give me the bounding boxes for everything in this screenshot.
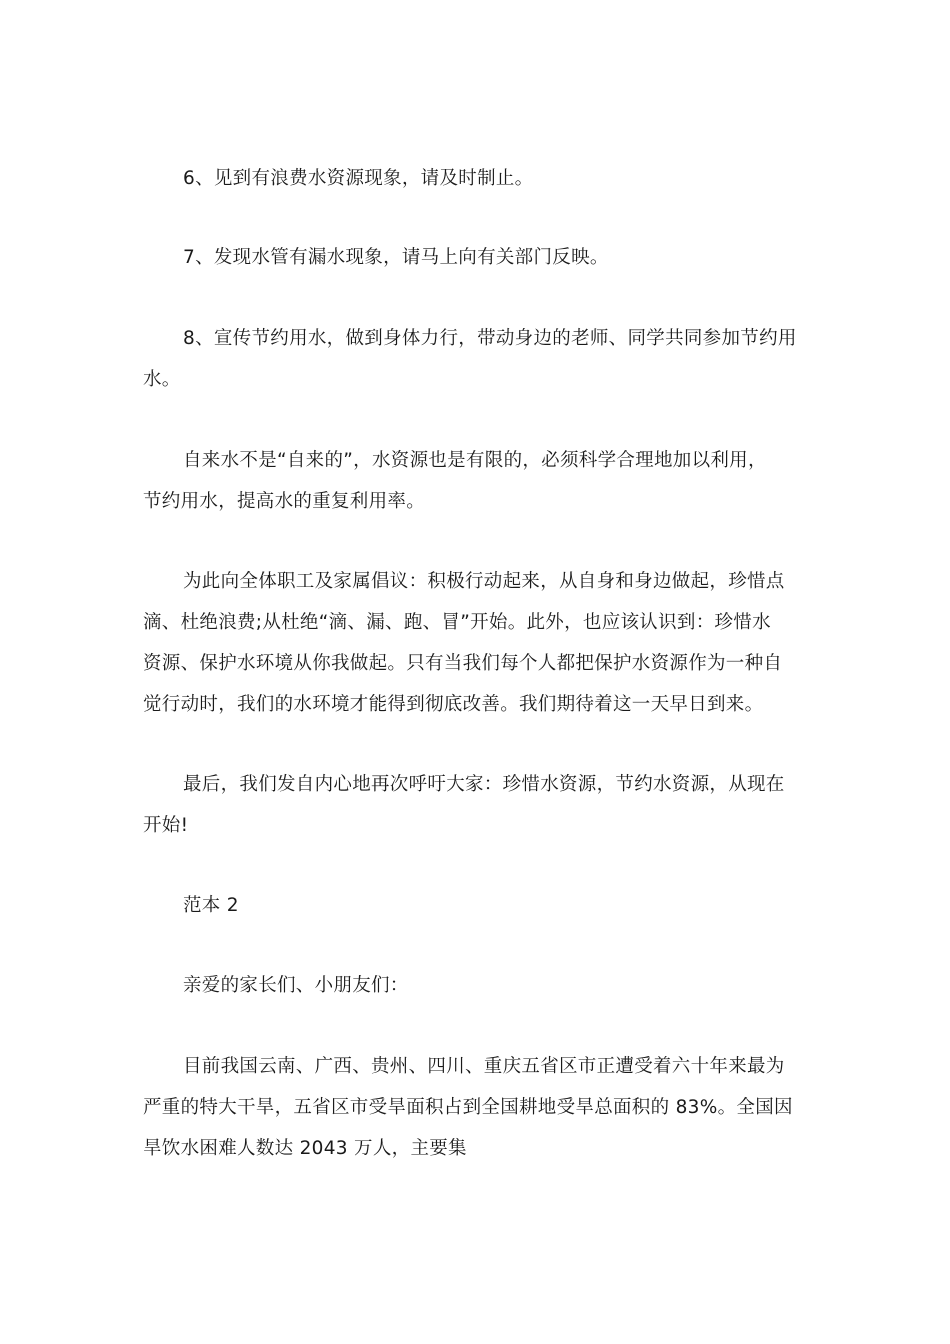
text-line: 为此向全体职工及家属倡议：积极行动起来，从自身和身边做起，珍惜点: [183, 571, 785, 592]
text-line: 严重的特大干旱，五省区市受旱面积占到全国耕地受旱总面积的 83%。全国因: [143, 1097, 793, 1118]
text-line: 旱饮水困难人数达 2043 万人，主要集: [143, 1138, 467, 1159]
text-line: 最后，我们发自内心地再次呼吁大家：珍惜水资源，节约水资源，从现在: [183, 774, 785, 795]
text-line: 亲爱的家长们、小朋友们：: [183, 975, 409, 996]
paragraph-tap-water: [143, 440, 813, 522]
paragraph-item-7: [143, 237, 813, 278]
text-line: 资源、保护水环境从你我做起。只有当我们每个人都把保护水资源作为一种自: [143, 653, 783, 674]
text-line: 6、见到有浪费水资源现象，请及时制止。: [183, 168, 534, 189]
text-line: 范本 2: [183, 895, 239, 916]
text-line: 节约用水，提高水的重复利用率。: [143, 491, 426, 512]
paragraph-proposal: [143, 561, 813, 725]
paragraph-item-8: [143, 318, 813, 400]
paragraph-drought: [143, 1046, 813, 1169]
text-line: 开始!: [143, 815, 189, 836]
text-line: 目前我国云南、广西、贵州、四川、重庆五省区市正遭受着六十年来最为: [183, 1056, 785, 1077]
text-line: 自来水不是“自来的”，水资源也是有限的，必须科学合理地加以利用，: [183, 450, 767, 471]
text-line: 觉行动时，我们的水环境才能得到彻底改善。我们期待着这一天早日到来。: [143, 694, 764, 715]
text-line: 8、宣传节约用水，做到身体力行，带动身边的老师、同学共同参加节约用: [183, 328, 797, 349]
text-line: 水。: [143, 369, 181, 390]
paragraph-item-6: [143, 158, 813, 199]
salutation: [143, 965, 813, 1006]
section-heading-template-2: [143, 885, 813, 926]
text-line: 滴、杜绝浪费;从杜绝“滴、漏、跑、冒”开始。此外，也应该认识到：珍惜水: [143, 612, 771, 633]
text-line: 7、发现水管有漏水现象，请马上向有关部门反映。: [183, 247, 609, 268]
paragraph-closing: [143, 764, 813, 846]
